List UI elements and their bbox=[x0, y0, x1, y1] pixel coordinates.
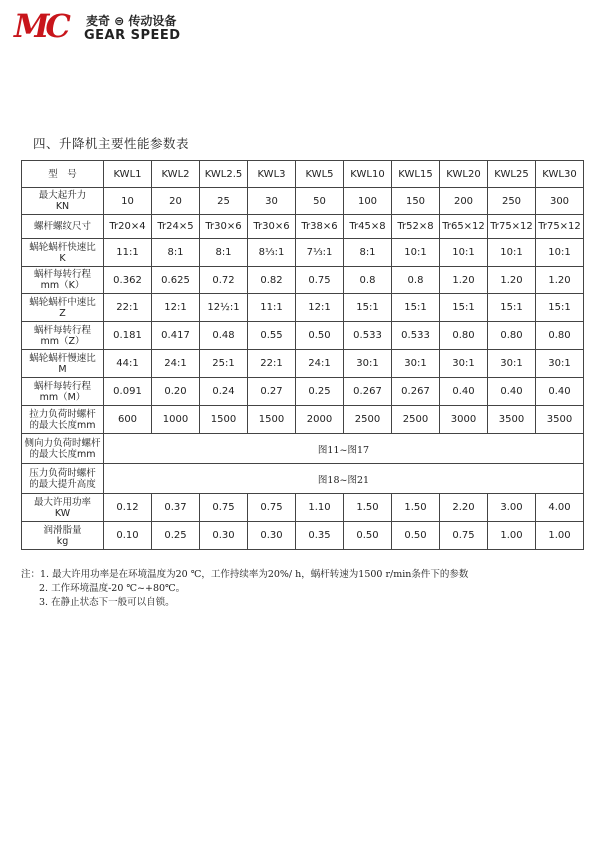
table-cell: 7⅓:1 bbox=[296, 239, 344, 267]
table-row bbox=[22, 494, 584, 522]
table-cell: 44:1 bbox=[104, 350, 152, 378]
table-cell: 12:1 bbox=[152, 294, 200, 322]
table-cell: 2500 bbox=[392, 406, 440, 434]
span-row-value: 图11~图17 bbox=[104, 434, 584, 464]
table-row bbox=[22, 350, 584, 378]
row-label bbox=[22, 322, 104, 350]
table-cell: 3000 bbox=[440, 406, 488, 434]
note-1: 注：1. 最大许用功率是在环境温度为20 ℃，工作持续率为20%/ h，蜗杆转速为1500 r/min条件下的参数 bbox=[21, 569, 469, 580]
table-cell: 12:1 bbox=[296, 294, 344, 322]
table-cell: Tr65×12 bbox=[440, 215, 488, 239]
row-label bbox=[22, 494, 104, 522]
table-cell: 20 bbox=[152, 188, 200, 215]
table-row bbox=[22, 378, 584, 406]
note-3: 3. 在静止状态下一般可以自锁。 bbox=[39, 597, 175, 608]
table-row bbox=[22, 322, 584, 350]
table-cell: 24:1 bbox=[296, 350, 344, 378]
notes bbox=[21, 568, 468, 610]
table-cell: 0.091 bbox=[104, 378, 152, 406]
table-cell: 1.00 bbox=[488, 522, 536, 550]
table-cell: 100 bbox=[344, 188, 392, 215]
table-cell: 4.00 bbox=[536, 494, 584, 522]
table-cell: 30:1 bbox=[536, 350, 584, 378]
span-row-label bbox=[22, 464, 104, 494]
row-label-line2: KN bbox=[55, 201, 70, 212]
table-cell: 0.40 bbox=[536, 378, 584, 406]
table-cell: Tr75×12 bbox=[536, 215, 584, 239]
table-cell: 2000 bbox=[296, 406, 344, 434]
table-cell: 3500 bbox=[488, 406, 536, 434]
span-row-label bbox=[22, 434, 104, 464]
table-cell: 3.00 bbox=[488, 494, 536, 522]
table-cell: 25:1 bbox=[200, 350, 248, 378]
table-cell: 0.30 bbox=[200, 522, 248, 550]
table-cell: 0.30 bbox=[248, 522, 296, 550]
row-label-line2: mm（M） bbox=[39, 391, 86, 403]
model-header: KWL10 bbox=[344, 161, 392, 188]
table-cell: 300 bbox=[536, 188, 584, 215]
model-header: KWL25 bbox=[488, 161, 536, 188]
table-cell: 1500 bbox=[200, 406, 248, 434]
row-label-line1: 蜗轮蜗杆快速比 bbox=[29, 241, 96, 253]
table-cell: 1.20 bbox=[440, 267, 488, 294]
table-row bbox=[22, 406, 584, 434]
table-cell: 150 bbox=[392, 188, 440, 215]
table-cell: 0.8 bbox=[392, 267, 440, 294]
table-span-row bbox=[22, 464, 584, 494]
table-cell: 10 bbox=[104, 188, 152, 215]
table-cell: 10:1 bbox=[488, 239, 536, 267]
table-cell: Tr24×5 bbox=[152, 215, 200, 239]
model-header: KWL3 bbox=[248, 161, 296, 188]
table-cell: 0.75 bbox=[296, 267, 344, 294]
table-cell: Tr30×6 bbox=[200, 215, 248, 239]
span-row-label-line2: 的最大提升高度 bbox=[29, 478, 96, 490]
model-header: KWL15 bbox=[392, 161, 440, 188]
table-cell: 0.80 bbox=[440, 322, 488, 350]
table-cell: 600 bbox=[104, 406, 152, 434]
table-cell: 1.00 bbox=[536, 522, 584, 550]
table-cell: 10:1 bbox=[392, 239, 440, 267]
row-label-line2: 的最大长度mm bbox=[29, 419, 96, 431]
table-cell: 1.50 bbox=[392, 494, 440, 522]
row-label-line1: 润滑脂量 bbox=[43, 524, 82, 536]
row-label-line1: 蜗杆每转行程 bbox=[33, 324, 91, 336]
table-span-row bbox=[22, 434, 584, 464]
table-cell: 0.12 bbox=[104, 494, 152, 522]
table-cell: 0.24 bbox=[200, 378, 248, 406]
table-header-row bbox=[22, 161, 584, 188]
row-label-line2: M bbox=[58, 363, 67, 375]
table-cell: 0.72 bbox=[200, 267, 248, 294]
table-cell: 0.40 bbox=[440, 378, 488, 406]
table-cell: 0.75 bbox=[248, 494, 296, 522]
row-label-line2: mm（Z） bbox=[40, 335, 85, 347]
span-row-value: 图18~图21 bbox=[104, 464, 584, 494]
row-label bbox=[22, 188, 104, 215]
row-label bbox=[22, 522, 104, 550]
table-cell: 0.80 bbox=[536, 322, 584, 350]
table-cell: 0.40 bbox=[488, 378, 536, 406]
table-cell: 0.10 bbox=[104, 522, 152, 550]
table-cell: 22:1 bbox=[248, 350, 296, 378]
logo-mark: MC bbox=[14, 7, 67, 45]
table-cell: 8:1 bbox=[152, 239, 200, 267]
table-cell: Tr38×6 bbox=[296, 215, 344, 239]
model-header: KWL1 bbox=[104, 161, 152, 188]
table-cell: 0.82 bbox=[248, 267, 296, 294]
table-cell: 0.37 bbox=[152, 494, 200, 522]
table-cell: 1000 bbox=[152, 406, 200, 434]
model-header: KWL30 bbox=[536, 161, 584, 188]
row-label-line1: 蜗杆每转行程 bbox=[33, 269, 91, 280]
table-cell: 8:1 bbox=[344, 239, 392, 267]
table-cell: 0.267 bbox=[392, 378, 440, 406]
company-logo bbox=[14, 8, 186, 46]
section-heading: 四、升降机主要性能参数表 bbox=[33, 136, 190, 151]
row-label bbox=[22, 294, 104, 322]
row-label bbox=[22, 215, 104, 239]
performance-table bbox=[21, 160, 584, 550]
table-cell: 0.50 bbox=[392, 522, 440, 550]
table-cell: 200 bbox=[440, 188, 488, 215]
table-cell: 0.362 bbox=[104, 267, 152, 294]
row-label-line1: 蜗杆每转行程 bbox=[33, 380, 91, 392]
table-cell: 22:1 bbox=[104, 294, 152, 322]
row-label-line2: K bbox=[59, 252, 66, 264]
table-cell: 30:1 bbox=[392, 350, 440, 378]
table-cell: 0.533 bbox=[392, 322, 440, 350]
table-cell: 1.10 bbox=[296, 494, 344, 522]
table-cell: 30:1 bbox=[344, 350, 392, 378]
note-2: 2. 工作环境温度-20 ℃~+80℃。 bbox=[39, 583, 186, 594]
table-cell: 0.625 bbox=[152, 267, 200, 294]
table-cell: 24:1 bbox=[152, 350, 200, 378]
row-label-line2: Z bbox=[59, 307, 66, 319]
model-header: KWL5 bbox=[296, 161, 344, 188]
table-cell: 0.533 bbox=[344, 322, 392, 350]
table-cell: 15:1 bbox=[488, 294, 536, 322]
table-cell: 0.181 bbox=[104, 322, 152, 350]
table-cell: 15:1 bbox=[536, 294, 584, 322]
table-cell: 0.27 bbox=[248, 378, 296, 406]
table-row bbox=[22, 294, 584, 322]
table-cell: 0.50 bbox=[344, 522, 392, 550]
row-label-line2: kg bbox=[56, 535, 69, 547]
table-cell: 15:1 bbox=[344, 294, 392, 322]
table-cell: 11:1 bbox=[248, 294, 296, 322]
table-cell: 30 bbox=[248, 188, 296, 215]
table-cell: 2.20 bbox=[440, 494, 488, 522]
table-cell: 1.20 bbox=[488, 267, 536, 294]
table-cell: 3500 bbox=[536, 406, 584, 434]
row-label-line2: mm（K） bbox=[40, 280, 85, 291]
table-cell: Tr75×12 bbox=[488, 215, 536, 239]
table-cell: 1.50 bbox=[344, 494, 392, 522]
table-cell: 0.25 bbox=[152, 522, 200, 550]
row-label bbox=[22, 239, 104, 267]
model-header: KWL2.5 bbox=[200, 161, 248, 188]
table-cell: 50 bbox=[296, 188, 344, 215]
row-label-line1: 拉力负荷时螺杆 bbox=[29, 408, 96, 420]
table-cell: 0.55 bbox=[248, 322, 296, 350]
header-label: 型 号 bbox=[22, 161, 104, 188]
table-cell: 0.267 bbox=[344, 378, 392, 406]
table-cell: 10:1 bbox=[536, 239, 584, 267]
span-row-label-line1: 压力负荷时螺杆 bbox=[29, 467, 96, 479]
row-label bbox=[22, 378, 104, 406]
table-cell: 250 bbox=[488, 188, 536, 215]
row-label-line1: 螺杆螺纹尺寸 bbox=[33, 221, 91, 232]
table-cell: 15:1 bbox=[440, 294, 488, 322]
table-cell: 0.35 bbox=[296, 522, 344, 550]
table-cell: 0.75 bbox=[200, 494, 248, 522]
row-label-line1: 最大许用功率 bbox=[33, 496, 91, 508]
table-row bbox=[22, 239, 584, 267]
table-cell: Tr20×4 bbox=[104, 215, 152, 239]
table-cell: 1.20 bbox=[536, 267, 584, 294]
row-label-line1: 蜗轮蜗杆中速比 bbox=[29, 296, 96, 308]
table-cell: 25 bbox=[200, 188, 248, 215]
logo-chinese-text: 麦奇 ⊜ 传动设备 bbox=[86, 14, 177, 28]
logo-english-text: GEAR SPEED bbox=[84, 28, 181, 43]
span-row-label-line1: 侧向力负荷时螺杆 bbox=[24, 437, 101, 449]
table-row bbox=[22, 267, 584, 294]
table-row bbox=[22, 215, 584, 239]
row-label bbox=[22, 350, 104, 378]
table-cell: Tr30×6 bbox=[248, 215, 296, 239]
table-cell: 0.8 bbox=[344, 267, 392, 294]
table-cell: 0.25 bbox=[296, 378, 344, 406]
table-cell: 0.48 bbox=[200, 322, 248, 350]
row-label bbox=[22, 406, 104, 434]
table-cell: 0.50 bbox=[296, 322, 344, 350]
table-cell: 8⅓:1 bbox=[248, 239, 296, 267]
table-cell: 15:1 bbox=[392, 294, 440, 322]
table-cell: 0.417 bbox=[152, 322, 200, 350]
table-cell: 0.20 bbox=[152, 378, 200, 406]
table-row bbox=[22, 522, 584, 550]
table-cell: 30:1 bbox=[440, 350, 488, 378]
row-label-line1: 最大起升力 bbox=[38, 190, 87, 201]
table-cell: 0.80 bbox=[488, 322, 536, 350]
table-cell: Tr45×8 bbox=[344, 215, 392, 239]
table-cell: 12½:1 bbox=[200, 294, 248, 322]
table-cell: 11:1 bbox=[104, 239, 152, 267]
row-label-line2: KW bbox=[54, 507, 71, 519]
table-cell: 1500 bbox=[248, 406, 296, 434]
model-header: KWL20 bbox=[440, 161, 488, 188]
table-cell: 2500 bbox=[344, 406, 392, 434]
row-label-line1: 蜗轮蜗杆慢速比 bbox=[29, 352, 96, 364]
span-row-label-line2: 的最大长度mm bbox=[29, 448, 96, 460]
table-row bbox=[22, 188, 584, 215]
table-cell: 0.75 bbox=[440, 522, 488, 550]
row-label bbox=[22, 267, 104, 294]
table-cell: 10:1 bbox=[440, 239, 488, 267]
model-header: KWL2 bbox=[152, 161, 200, 188]
table-cell: 8:1 bbox=[200, 239, 248, 267]
table-cell: Tr52×8 bbox=[392, 215, 440, 239]
table-cell: 30:1 bbox=[488, 350, 536, 378]
